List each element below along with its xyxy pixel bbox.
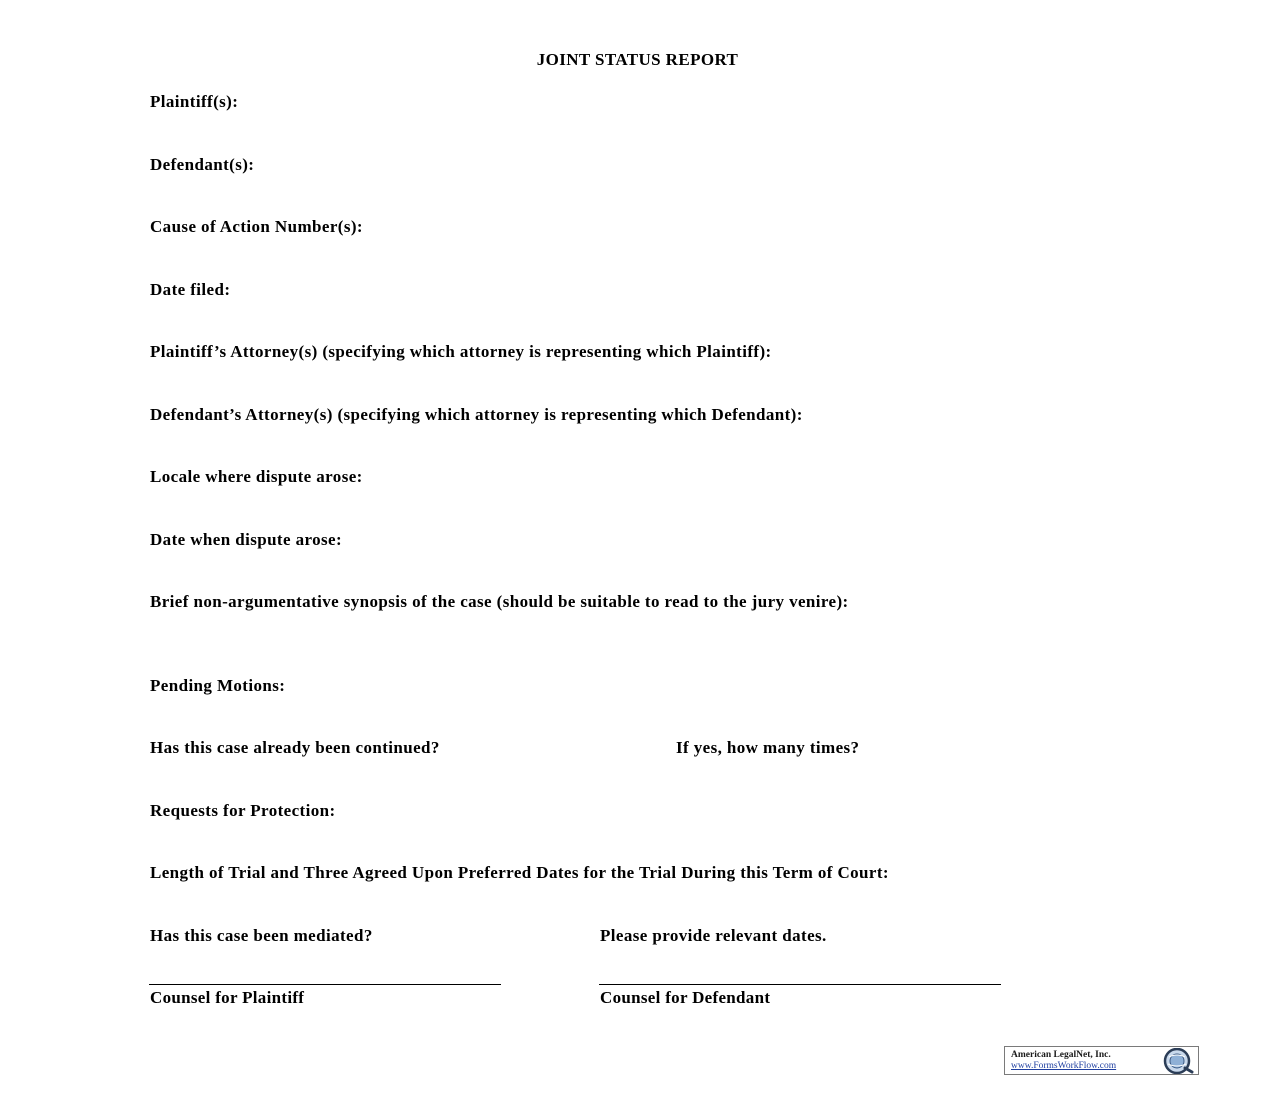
cause-numbers-label: Cause of Action Number(s): bbox=[150, 217, 363, 236]
footer-url-link[interactable]: www.FormsWorkFlow.com bbox=[1011, 1061, 1117, 1071]
defendant-counsel-label: Counsel for Defendant bbox=[600, 988, 771, 1007]
defendant-attorneys-label: Defendant’s Attorney(s) (specifying which attorney is representing which Defendant): bbox=[150, 405, 803, 424]
defendant-signature-line bbox=[599, 984, 1001, 985]
plaintiff-attorneys-label: Plaintiff’s Attorney(s) (specifying which attorney is representing which Plaintiff): bbox=[150, 342, 772, 361]
dispute-date-label: Date when dispute arose: bbox=[150, 530, 343, 549]
protection-label: Requests for Protection: bbox=[150, 801, 336, 820]
footer-company: American LegalNet, Inc. bbox=[1011, 1050, 1111, 1060]
pending-motions-label: Pending Motions: bbox=[150, 676, 286, 695]
globe-logo-icon bbox=[1159, 1048, 1195, 1074]
plaintiffs-label: Plaintiff(s): bbox=[150, 92, 239, 111]
footer-logo[interactable] bbox=[1004, 1046, 1199, 1075]
continued-label: Has this case already been continued? bbox=[150, 738, 440, 757]
date-filed-label: Date filed: bbox=[150, 280, 231, 299]
synopsis-label: Brief non-argumentative synopsis of the case (should be suitable to read to the jury venire): bbox=[150, 592, 849, 611]
document-title: JOINT STATUS REPORT bbox=[536, 50, 739, 69]
plaintiff-signature-line bbox=[149, 984, 501, 985]
defendants-label: Defendant(s): bbox=[150, 155, 255, 174]
mediation-dates-label: Please provide relevant dates. bbox=[600, 926, 827, 945]
plaintiff-counsel-label: Counsel for Plaintiff bbox=[150, 988, 305, 1007]
continued-times-label: If yes, how many times? bbox=[676, 738, 860, 757]
locale-label: Locale where dispute arose: bbox=[150, 467, 363, 486]
trial-length-label: Length of Trial and Three Agreed Upon Preferred Dates for the Trial During this Term of Court: bbox=[150, 863, 889, 882]
mediated-label: Has this case been mediated? bbox=[150, 926, 373, 945]
